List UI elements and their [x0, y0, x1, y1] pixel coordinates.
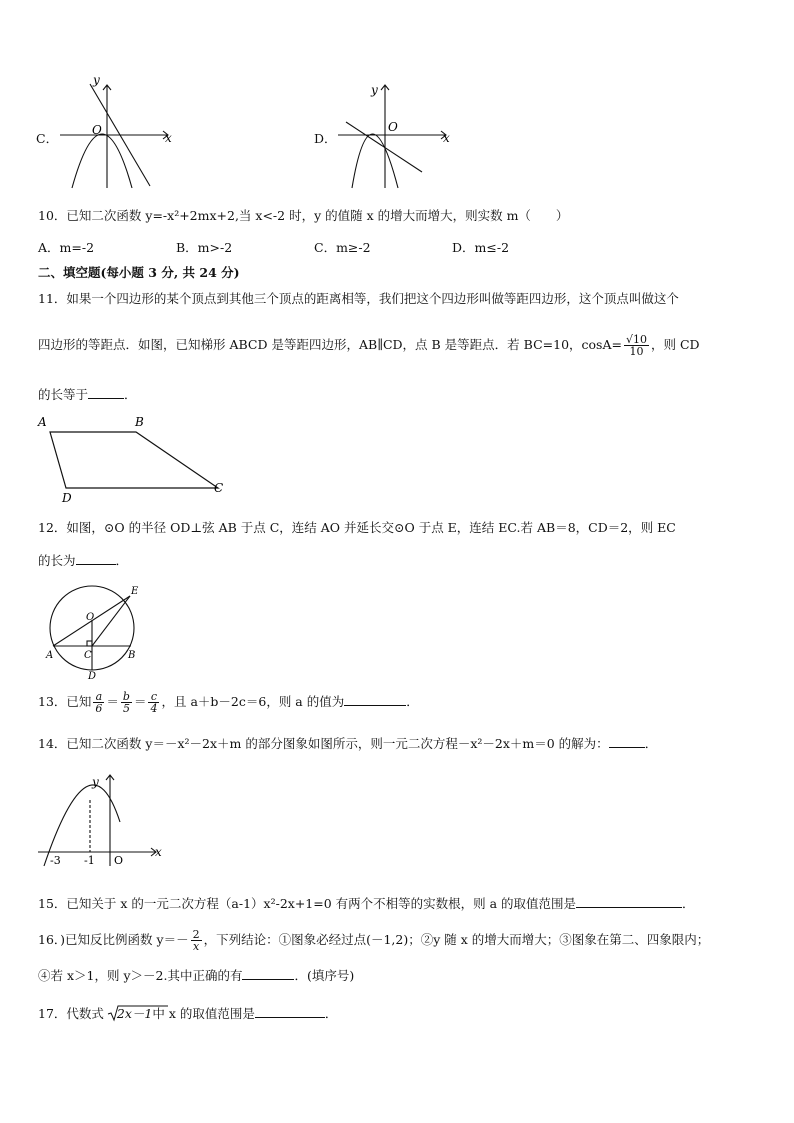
origin-label: O — [388, 120, 398, 134]
point-a: A — [46, 650, 54, 661]
vertex-a: A — [38, 415, 47, 429]
q13-eq2: ＝ — [133, 694, 147, 709]
q13-pre: 13．已知 — [38, 694, 92, 709]
q16-line1 — [38, 926, 709, 954]
q11-cos-fraction — [624, 334, 649, 357]
vertex-b: B — [135, 415, 144, 429]
point-b: B — [128, 650, 136, 661]
q13-frac-b-num: b — [122, 690, 130, 703]
circle-figure — [40, 580, 150, 680]
q11-line2-tail: ，则 CD — [650, 337, 700, 352]
vertex-c: C — [214, 481, 224, 495]
q10-stem: 10．已知二次函数 y=-x²+2mx+2,当 x<-2 时，y 的值随 x 的增大而增大，则实数 m（ ） — [38, 208, 569, 223]
q17-answer-blank[interactable] — [255, 1005, 325, 1018]
q13-frac-b — [121, 691, 132, 714]
point-o: O — [86, 612, 95, 623]
q10-option-b[interactable]: B．m>-2 — [176, 240, 233, 255]
line — [346, 122, 422, 172]
x-label: x — [443, 131, 450, 145]
q16-pre: 16．)已知反比例函数 y＝－ — [38, 932, 189, 947]
parabola — [72, 134, 132, 188]
q11-line3 — [38, 386, 137, 403]
q15-text: 15．已知关于 x 的一元二次方程（a-1）x²-2x+1=0 有两个不相等的实数根，则 a 的取值范围是 — [38, 896, 577, 911]
q16-line2-text: ④若 x＞1，则 y＞－2.其中正确的有 — [38, 968, 243, 983]
q15-end: ． — [682, 896, 695, 911]
option-d-graph — [338, 80, 458, 192]
x-label: x — [165, 131, 172, 145]
q11-line2-text: 四边形的等距点．如图，已知梯形 ABCD 是等距四边形，AB∥CD，点 B 是等距点．若 BC=10，cosA= — [38, 337, 622, 352]
segment-ec — [92, 596, 130, 646]
x-label: x — [155, 845, 162, 859]
q16-post: ，下列结论：①图象必经过点(－1,2)；②y 随 x 的增大而增大；③图象在第二、四象限内； — [203, 932, 710, 947]
option-c-letter: C． — [36, 131, 59, 146]
q13-frac-a-num: a — [93, 691, 104, 703]
q17-line — [38, 1005, 337, 1022]
q12-line2 — [38, 552, 128, 569]
trapezoid-abcd — [50, 432, 218, 488]
q13-frac-c — [148, 691, 159, 714]
q17-radicand: 2x－1 — [116, 1006, 153, 1021]
tick-minus-1: -1 — [84, 854, 95, 867]
section-2-heading: 二、填空题(每小题 3 分, 共 24 分) — [38, 265, 240, 280]
q16-fraction — [191, 929, 202, 952]
q11-line3-end: ． — [124, 387, 137, 402]
q17-post: 中 x 的取值范围是 — [152, 1006, 255, 1021]
q16-den: x — [192, 940, 200, 953]
option-c-graph — [60, 73, 180, 192]
q13-frac-c-num: c — [148, 691, 159, 703]
q11-line3-text: 的长等于 — [38, 387, 89, 402]
origin-label: O — [114, 854, 124, 867]
q15-answer-blank[interactable] — [576, 895, 682, 908]
q13-answer-blank[interactable] — [344, 693, 406, 706]
parabola — [352, 134, 398, 188]
q15-line — [38, 895, 695, 912]
q12-line1: 12．如图，⊙O 的半径 OD⊥弦 AB 于点 C，连结 AO 并延长交⊙O 于点 E，连结 EC.若 AB＝8，CD＝2，则 EC — [38, 520, 676, 535]
q11-cos-denominator: 10 — [629, 345, 644, 358]
q14-answer-blank[interactable] — [609, 735, 645, 748]
q11-line1: 11．如果一个四边形的某个顶点到其他三个顶点的距离相等，我们把这个四边形叫做等距四边形，这个顶点叫做这个 — [38, 291, 679, 306]
point-e: E — [131, 586, 139, 597]
right-angle-mark — [87, 641, 92, 646]
q13-post: ，且 a＋b－2c＝6，则 a 的值为 — [161, 694, 345, 709]
q11-cos-numerator: √10 — [625, 333, 647, 346]
q13-frac-b-den: 5 — [122, 702, 130, 715]
q13-end: ． — [406, 694, 419, 709]
q16-answer-blank[interactable] — [242, 967, 294, 980]
q11-answer-blank[interactable] — [88, 386, 124, 399]
q10-option-a[interactable]: A．m=-2 — [38, 240, 95, 255]
q14-text: 14．已知二次函数 y＝－x²－2x＋m 的部分图象如图所示，则一元二次方程－x²－2x＋m＝0 的解为： — [38, 736, 609, 751]
point-c: C — [84, 650, 92, 661]
y-label: y — [92, 775, 99, 789]
q16-num: 2 — [192, 928, 200, 941]
q13 — [38, 688, 419, 716]
q14-parabola-figure — [38, 770, 168, 870]
point-d: D — [88, 671, 97, 682]
tick-minus-3: -3 — [50, 854, 61, 867]
q13-eq1: ＝ — [106, 694, 119, 709]
q13-frac-c-den: 4 — [150, 702, 158, 715]
option-d-letter: D． — [314, 131, 337, 146]
q11-line2 — [38, 330, 700, 360]
q17-pre: 17．代数式 — [38, 1006, 104, 1021]
q17-radical — [108, 1006, 152, 1022]
q13-frac-a-den: 6 — [95, 702, 103, 715]
y-label: y — [93, 73, 100, 87]
q10-option-c[interactable]: C．m≥-2 — [314, 240, 371, 255]
trapezoid-figure — [38, 414, 228, 506]
radical-sign-icon — [108, 1005, 168, 1023]
vertex-d: D — [62, 491, 72, 505]
q12-line2-text: 的长为 — [38, 553, 76, 568]
q14-end: ． — [644, 736, 658, 751]
q10-option-d[interactable]: D．m≤-2 — [452, 240, 510, 255]
q17-end: ． — [324, 1006, 338, 1021]
q12-answer-blank[interactable] — [76, 552, 116, 565]
origin-label: O — [92, 123, 102, 137]
y-label: y — [371, 83, 378, 97]
q12-line2-end: ． — [115, 553, 129, 568]
q13-frac-a — [93, 691, 104, 714]
q16-line2 — [38, 967, 354, 984]
q16-line2-end: ．(填序号) — [294, 968, 355, 983]
q14-line — [38, 735, 657, 752]
